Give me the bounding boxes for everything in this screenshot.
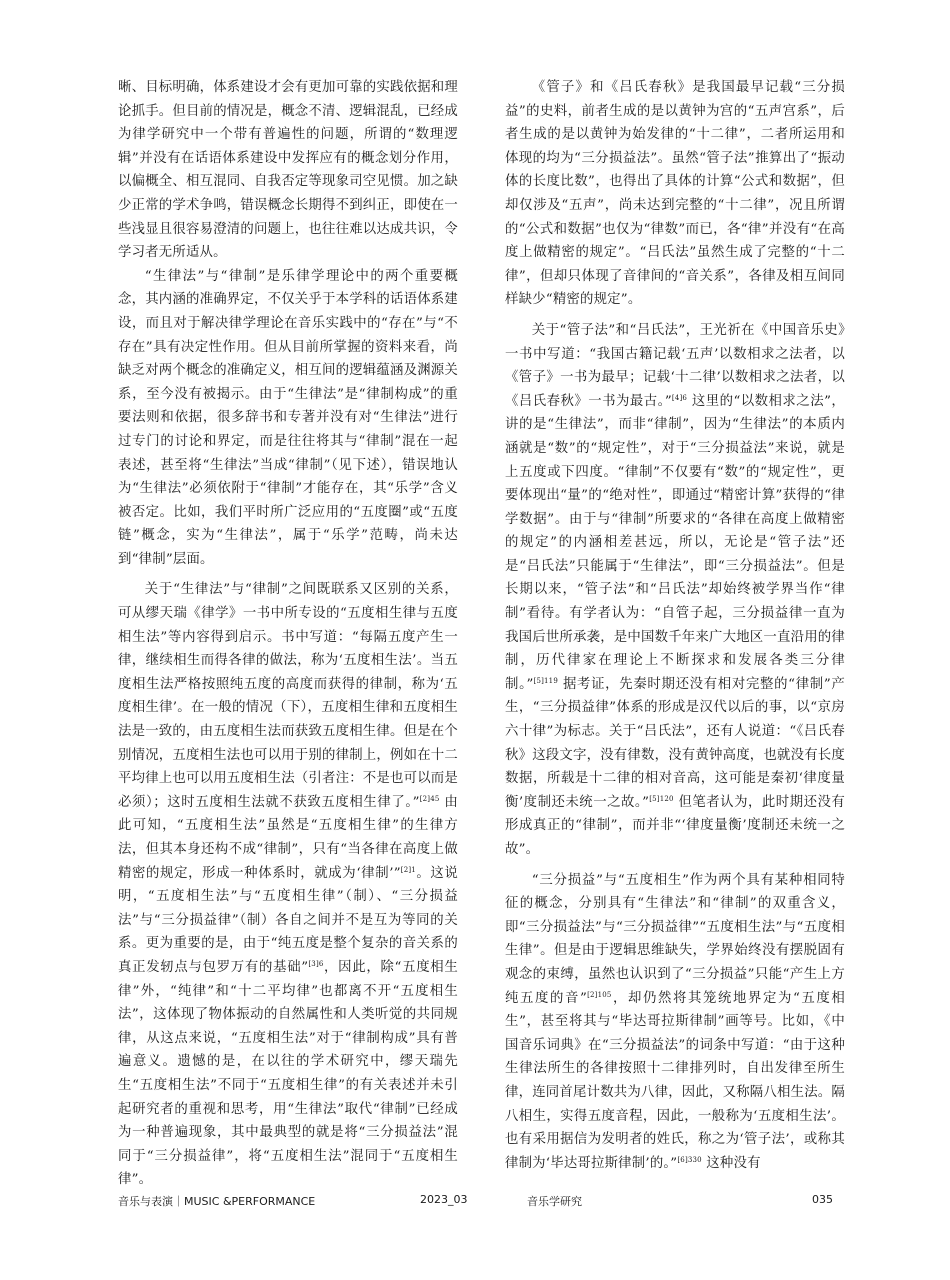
text-run: 但笔者认为，此时期还没有形成真正的“律制”，而并非“‘律度量衡’度制还未统一之故”。: [505, 794, 845, 857]
citation: [5]119: [533, 676, 558, 685]
text-run: 由此可知，“五度相生法”虽然是“五度相生律”的生律方法，但其本身还构不成“律制”，只有“当各律在高度上做精密的规定，形成一种体系时，就成为‘律制’”: [118, 794, 458, 881]
footer-journal-name: 音乐与表演｜MUSIC &PERFORMANCE: [118, 1195, 316, 1208]
text-run: 这里的“以数相求之法”，讲的是“生律法”，而非“律制”，因为“生律法”的本质内涵就是“数”的“规定性”，对于“三分损益法”来说，就是上五度或下四度。“律制”不仅要有“数”的“规定性”，更要体现出“量”的“绝对性”，即通过“精密计算”获得的“律学数据”。由于与“律制”所要求的“各律在高度上做精密的规定”的内涵相差甚远，所以，无论是“管子法”还是“吕氏法”只能属于“生律法”，即“三分损益法”。但是长期以来，“管子法”和“吕氏法”却始终被学界当作“律制”看待。有学者认为：“自管子起，三分损益律一直为我国后世所承袭，是中国数千年来广大地区一直沿用的律制，历代律家在理论上不断探求和发展各类三分律制。”: [505, 393, 845, 692]
paragraph: 《管子》和《吕氏春秋》是我国最早记载“三分损益”的史料，前者生成的是以黄钟为宫的“五声宫系”，后者生成的是以黄钟为始发律的“十二律”，二者所运用和体现的均为“三分损益法”。虽然“管子法”推算出了“振动体的长度比数”，也得出了具体的计算“公式和数据”，但却仅涉及“五声”，尚未达到完整的“十二律”，况且所谓的“公式和数据”也仅为“律数”而已，各“律”并没有“在高度上做精密的规定”。“吕氏法”虽然生成了完整的“十二律”，但却只体现了音律间的“音关系”，各律及相互间同样缺少“精密的规定”。: [505, 80, 845, 308]
paragraph: 晰、目标明确，体系建设才会有更加可靠的实践依据和理论抓手。但目前的情况是，概念不清、逻辑混乱，已经成为律学研究中一个带有普遍性的问题，所谓的“数理逻辑”并没有在话语体系建设中发挥应有的概念划分作用，以偏概全、相互混同、自我否定等现象司空见惯。加之缺少正常的学术争鸣，错误概念长期得不到纠正，即使在一些浅显且很容易澄清的问题上，也往往难以达成共识，令学习者无所适从。: [118, 80, 458, 261]
citation: [2]45: [419, 794, 440, 803]
text-run: “三分损益”与“五度相生”作为两个具有某种相同特征的概念，分别具有“生律法”和“律制”的双重含义，即“三分损益法”与“三分损益律”“五度相生法”与“五度相生律”。但是由于逻辑思维缺失，学界始终没有摆脱固有观念的束缚，虽然也认识到了“三分损益”只能“产生上方纯五度的音”: [505, 872, 845, 1006]
citation: [3]6: [308, 959, 324, 968]
paragraph: [505, 869, 845, 1176]
citation: [6]330: [677, 1155, 702, 1164]
footer-section-name: 音乐学研究: [527, 1195, 582, 1208]
citation: [2]105: [587, 990, 612, 999]
left-column: [118, 76, 458, 1192]
paragraph: [118, 578, 458, 1191]
right-column: [505, 76, 845, 1175]
paragraph: “生律法”与“律制”是乐律学理论中的两个重要概念，其内涵的准确界定，不仅关乎于本学科的话语体系建设，而且对于解决律学理论在音乐实践中的“存在”与“不存在”具有决定性作用。但从目前所掌握的资料来看，尚缺乏对两个概念的准确定义，相互间的逻辑蕴涵及渊源关系，至今没有被揭示。由于“生律法”是“律制构成”的重要法则和依据，很多辞书和专著并没有对“生律法”进行过专门的讨论和界定，而是往往将其与“律制”混在一起表述，甚至将“生律法”当成“律制”（见下述），错误地认为“生律法”必须依附于“律制”才能存在，其“乐学”含义被否定。比如，我们平时所广泛应用的“五度圈”或“五度链”概念，实为“生律法”，属于“乐学”范畴，尚未达到“律制”层面。: [118, 268, 458, 567]
text-run: ，却仍然将其笼统地界定为“五度相生”，甚至将其与“毕达哥拉斯律制”画等号。比如，《中国音乐词典》在“三分损益法”的词条中写道：“由于这种生律法所生的各律按照十二律排列时，自出发律至所生律，连同首尾计数共为八律，因此，又称隔八相生法。隔八相生，实得五度音程，因此，一般称为‘五度相生法’。也有采用据信为发明者的姓氏，称之为‘管子法’，或称其律制为‘毕达哥拉斯律制’的。”: [505, 990, 846, 1171]
text-run: 这种没有: [701, 1155, 761, 1171]
citation: [2]1: [400, 865, 416, 874]
footer-issue: 2023_03: [420, 1193, 468, 1206]
text-run: 关于“生律法”与“律制”之间既联系又区别的关系，可从缪天瑞《律学》一书中所专设的“五度相生律与五度相生法”等内容得到启示。书中写道：“每隔五度产生一律，继续相生而得各律的做法，称为‘五度相生法’。当五度相生法严格按照纯五度的高度而获得的律制，称为‘五度相生律’。在一般的情况（下），五度相生律和五度相生法是一致的，由五度相生法而获致五度相生律。但是在个别情况，五度相生法也可以用于别的律制上，例如在十二平均律上也可以用五度相生法（引者注：不是也可以而是必须）；这时五度相生法就不获致五度相生律了。”: [118, 582, 458, 810]
citation: [4]6: [671, 393, 688, 402]
page-number: 035: [812, 1193, 833, 1206]
text-run: 据考证，先秦时期还没有相对完整的“律制”产生，“三分损益律”体系的形成是汉代以后的事，以“京房六十律”为标志。关于“吕氏法”，还有人说道：“《吕氏春秋》这段文字，没有律数，没有黄钟高度，也就没有长度数据，所载是十二律的相对音高，这可能是秦初‘律度量衡’度制还未统一之故。”: [505, 676, 845, 810]
citation: [5]120: [649, 794, 674, 803]
text-run: 。这说明，“五度相生法”与“五度相生律”（制）、“三分损益法”与“三分损益律”（制）各自之间并不是互为等同的关系。更为重要的是，由于“纯五度是整个复杂的音关系的真正发轫点与包罗万有的基础”: [118, 865, 458, 975]
paragraph: [505, 319, 845, 862]
text-run: 关于“管子法”和“吕氏法”，王光祈在《中国音乐史》一书中写道：“我国古籍记载‘五声’以数相求之法者，以《管子》一书为最早；记载‘十二律’以数相求之法者，以《吕氏春秋》一书为最古。”: [505, 322, 845, 409]
text-run: ，因此，除“五度相生律”外，“纯律”和“十二平均律”也都离不开“五度相生法”，这体现了物体振动的自然属性和人类听觉的共同规律，从这点来说，“五度相生法”对于“律制构成”具有普遍意义。遗憾的是，在以往的学术研究中，缪天瑞先生“五度相生法”不同于“五度相生律”的有关表述并未引起研究者的重视和思考，用“生律法”取代“律制”已经成为一种普遍现象，其中最典型的就是将“三分损益法”混同于“三分损益律”，将“五度相生法”混同于“五度相生律”。: [118, 959, 458, 1188]
